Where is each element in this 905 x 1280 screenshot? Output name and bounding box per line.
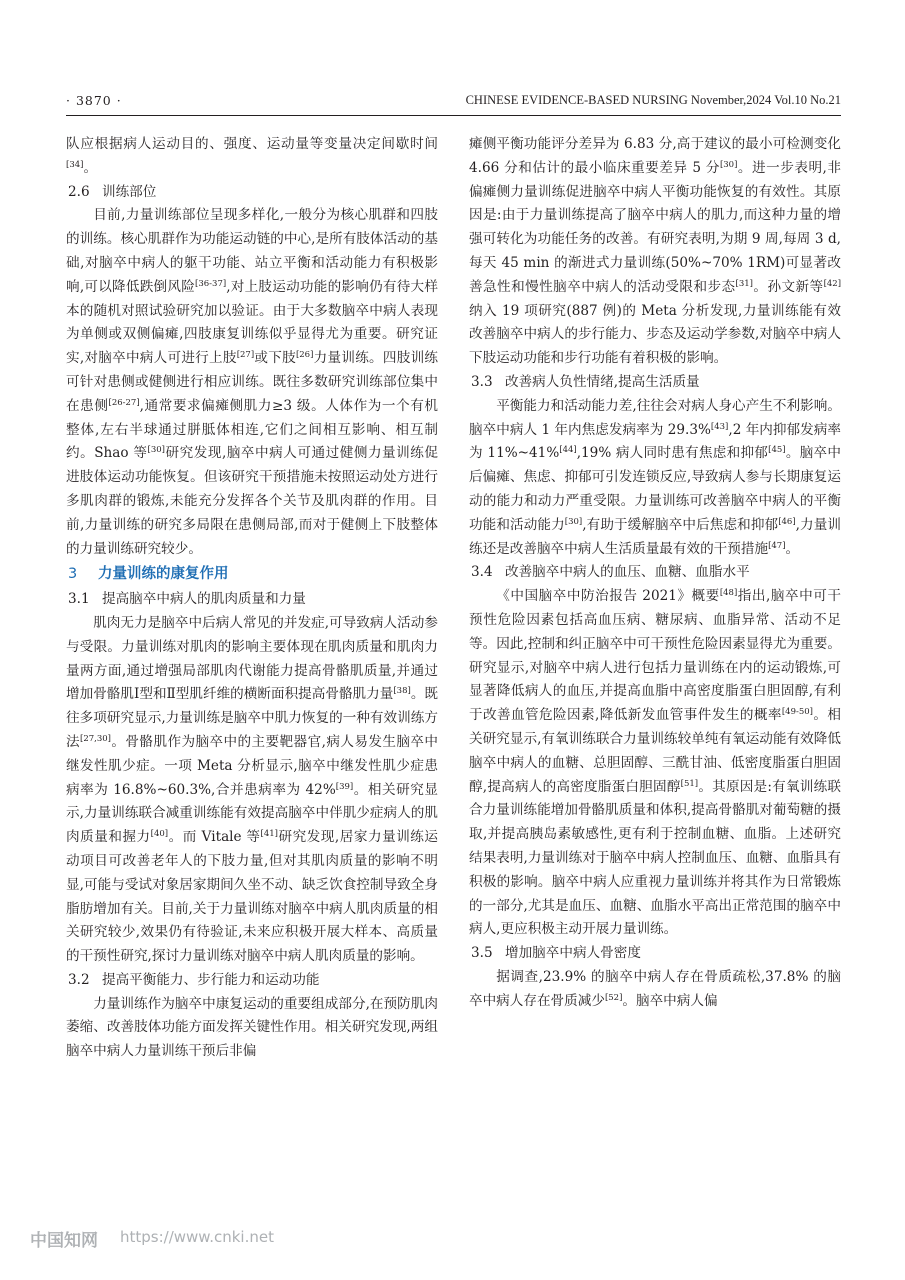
- left-column: [66, 133, 438, 1064]
- subsection-heading-3-2: 3.2 提高平衡能力、步行能力和运动功能: [68, 971, 320, 988]
- citation: [46]: [778, 516, 796, 527]
- paragraph: 目前,力量训练部位呈现多样化,一般分为核心肌群和四肢的训练。核心肌群作为功能运动链的中心,是所有肢体活动的基础,对脑卒中病人的躯干功能、站立平衡和活动能力有积极影响,可以降低跌倒风险[36-37],对上肢运动功能的影响仍有待大样本的随机对照试验研究加以验证。由于大多数脑卒中病人表现为单侧或双侧偏瘫,四肢康复训练似乎显得尤为重要。研究证实,对脑卒中病人可进行上肢[27]或下肢[26]力量训练。四肢训练可针对患侧或健侧进行相应训练。既往多数研究训练部位集中在患侧[26-27],通常要求偏瘫侧肌力≥3 级。人体作为一个有机整体,左右半球通过胼胝体相连,它们之间相互影响、相互制约。Shao 等[30]研究发现,脑卒中病人可通过健侧力量训练促进肢体运动功能恢复。但该研究干预措施未按照运动处方进行多肌肉群的锻炼,未能充分发挥各个关节及肌肉群的作用。目前,力量训练的研究多局限在患侧局部,而对于健侧上下肢整体的力量训练研究较少。: [66, 207, 439, 557]
- citation: [31]: [735, 278, 753, 289]
- citation: [30]: [719, 159, 738, 170]
- citation: [43]: [710, 421, 729, 432]
- subsection-heading-3-5: 3.5 增加脑卒中病人骨密度: [471, 945, 641, 962]
- citation: [45]: [768, 445, 786, 456]
- citation: [52]: [604, 992, 623, 1003]
- citation: [30]: [147, 445, 165, 456]
- citation: [47]: [768, 540, 786, 551]
- citation: [49-50]: [781, 707, 813, 718]
- subsection-heading-3-3: 3.3 改善病人负性情绪,提高生活质量: [471, 373, 700, 390]
- paragraph: 队应根据病人运动目的、强度、运动量等变量决定间歇时间[34]。: [66, 136, 438, 176]
- cnki-logo: 中国知网: [30, 1231, 98, 1251]
- page-number: · 3870 ·: [66, 93, 122, 108]
- paragraph: 《中国脑卒中防治报告 2021》概要[48]指出,脑卒中可干预性危险因素包括高血压病、糖尿病、血脂异常、活动不足等。因此,控制和纠正脑卒中可干预性危险因素显得尤为重要。研究显示,对脑卒中病人进行包括力量训练在内的运动锻炼,可显著降低病人的血压,并提高血脂中高密度脂蛋白胆固醇,有利于改善血管危险因素,降低新发血管事件发生的概率[49-50]。相关研究显示,有氧训练联合力量训练较单纯有氧运动能有效降低脑卒中病人的血糖、总胆固醇、三酰甘油、低密度脂蛋白胆固醇,提高病人的高密度脂蛋白胆固醇[51]。其原因是:有氧训练联合力量训练能增加骨骼肌质量和体积,提高骨骼肌对葡萄糖的摄取,并提高胰岛素敏感性,更有利于控制血糖、血脂。上述研究结果表明,力量训练对于脑卒中病人控制血压、血糖、血脂具有积极的影响。脑卒中病人应重视力量训练并将其作为日常锻炼的一部分,尤其是血压、血糖、血脂水平高出正常范围的脑卒中病人,更应积极主动开展力量训练。: [469, 588, 841, 938]
- cnki-url: https://www.cnki.net: [120, 1228, 274, 1246]
- paragraph: 肌肉无力是脑卒中后病人常见的并发症,可导致病人活动参与受限。力量训练对肌肉的影响主要体现在肌肉质量和肌肉力量两方面,通过增强局部肌肉代谢能力提高骨骼肌质量,并通过增加骨骼肌Ⅰ型和Ⅱ型肌纤维的横断面积提高骨骼肌力量[38]。既往多项研究显示,力量训练是脑卒中肌力恢复的一种有效训练方法[27,30]。骨骼肌作为脑卒中的主要靶器官,病人易发生脑卒中继发性肌少症。一项 Meta 分析显示,脑卒中继发性肌少症患病率为 16.8%~60.3%,合并患病率为 42%[39]。相关研究显示,力量训练联合减重训练能有效提高脑卒中伴肌少症病人的肌肉质量和握力[40]。而 Vitale 等[41]研究发现,居家力量训练运动项目可改善老年人的下肢力量,但对其肌肉质量的影响不明显,可能与受试对象居家期间久坐不动、缺乏饮食控制导致全身脂肪增加有关。目前,关于力量训练对脑卒中病人肌肉质量的相关研究较少,效果仍有待验证,未来应积极开展大样本、高质量的干预性研究,探讨力量训练对脑卒中病人肌肉质量的影响。: [66, 614, 439, 965]
- citation: [44]: [559, 445, 577, 456]
- paragraph: 瘫侧平衡功能评分差异为 6.83 分,高于建议的最小可检测变化 4.66 分和估计的最小临床重要差异 5 分[30]。进一步表明,非偏瘫侧力量训练促进脑卒中病人平衡功能恢复的有效性。其原因是:由于力量训练提高了脑卒中病人的肌力,而这种力量的增强可转化为功能任务的改善。有研究表明,为期 9 周,每周 3 d,每天 45 min 的渐进式力量训练(50%~70% 1RM)可显著改善急性和慢性脑卒中病人的活动受限和步态[31]。孙文新等[42]纳入 19 项研究(887 例)的 Meta 分析发现,力量训练能有效改善脑卒中病人的步行能力、步态及运动学参数,对脑卒中病人下肢运动功能和步行功能有着积极的影响。: [469, 136, 842, 367]
- subsection-heading-3-4: 3.4 改善脑卒中病人的血压、血糖、血脂水平: [471, 564, 750, 581]
- citation: [30]: [564, 516, 583, 527]
- right-column: [469, 133, 841, 1013]
- citation: [40]: [150, 829, 169, 840]
- journal-info: CHINESE EVIDENCE-BASED NURSING November,2024 Vol.10 No.21: [465, 93, 841, 107]
- citation: [34]: [66, 159, 84, 170]
- citation: [26]: [295, 350, 314, 361]
- citation: [38]: [393, 686, 411, 697]
- subsection-heading-2-6: 2.6 训练部位: [68, 183, 157, 200]
- citation: [42]: [823, 278, 842, 289]
- citation: [48]: [719, 588, 738, 599]
- paragraph: 据调查,23.9% 的脑卒中病人存在骨质疏松,37.8% 的脑卒中病人存在骨质减少[52]。脑卒中病人偏: [469, 968, 841, 1009]
- citation: [41]: [260, 829, 278, 840]
- page-header: [66, 93, 841, 116]
- citation: [27]: [236, 350, 255, 361]
- citation: [39]: [335, 781, 354, 792]
- section-heading-3: 3 力量训练的康复作用: [68, 566, 229, 583]
- paragraph: 力量训练作为脑卒中康复运动的重要组成部分,在预防肌肉萎缩、改善肢体功能方面发挥关键性作用。相关研究发现,两组脑卒中病人力量训练干预后非偏: [66, 995, 438, 1060]
- citation: [36-37]: [195, 278, 227, 289]
- paragraph: 平衡能力和活动能力差,往往会对病人身心产生不利影响。脑卒中病人 1 年内焦虑发病率为 29.3%[43],2 年内抑郁发病率为 11%~41%[44],19% 病人同时患有焦虑和抑郁[45]。脑卒中后偏瘫、焦虑、抑郁可引发连锁反应,导致病人参与长期康复运动的能力和动力严重受限。力量训练可改善脑卒中病人的平衡功能和活动能力[30],有助于缓解脑卒中后焦虑和抑郁[46],力量训练还是改善脑卒中病人生活质量最有效的干预措施[47]。: [469, 397, 842, 557]
- citation: [26-27]: [108, 397, 140, 408]
- subsection-heading-3-1: 3.1 提高脑卒中病人的肌肉质量和力量: [68, 591, 306, 608]
- citation: [27,30]: [80, 733, 111, 744]
- citation: [51]: [680, 778, 699, 789]
